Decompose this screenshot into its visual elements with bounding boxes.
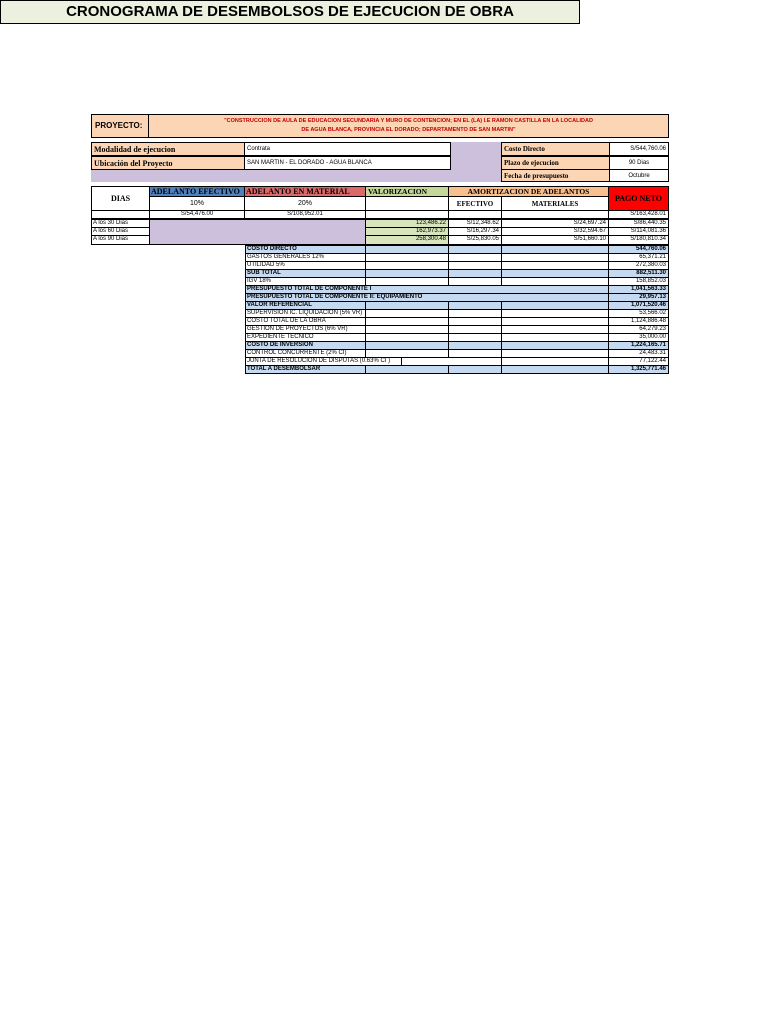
- ubicacion-label: Ubicación del Proyecto: [91, 156, 245, 170]
- summary-value: 882,511.30: [608, 270, 669, 278]
- summary-row: [245, 318, 669, 326]
- schedule-efectivo: S/25,830.05: [448, 235, 502, 245]
- summary-value: 1,041,563.33: [608, 286, 669, 294]
- adelanto-material-header: ADELANTO EN MATERIAL: [244, 186, 366, 197]
- summary-label: COSTO DE INVERSION: [245, 342, 366, 350]
- blank-cell: [365, 210, 449, 219]
- efectivo-subheader: EFECTIVO: [448, 196, 502, 211]
- pago-neto-header: PAGO NETO: [608, 186, 669, 211]
- schedule-materiales: S/32,594.67: [501, 227, 609, 236]
- pct-efectivo: 10%: [149, 196, 245, 211]
- plazo-label: Plazo de ejecucion: [501, 156, 610, 170]
- dias-header: DIAS: [91, 186, 150, 211]
- schedule-valorizacion: 162,973.37: [365, 227, 449, 236]
- schedule-valorizacion: 123,486.22: [365, 219, 449, 228]
- schedule-valorizacion: 258,300.48: [365, 235, 449, 245]
- summary-row: [245, 334, 669, 342]
- schedule-efectivo: S/16,297.34: [448, 227, 502, 236]
- proyecto-description: [148, 114, 669, 138]
- summary-label: SUPERVISION IC. LIQUIDACION (5% VR): [245, 310, 366, 318]
- summary-row: [245, 294, 669, 302]
- monto-material: S/108,952.01: [244, 210, 366, 219]
- summary-label: PRESUPUESTO TOTAL DE COMPONENTE I: [245, 286, 609, 294]
- costo-directo-label: Costo Directo: [501, 142, 610, 156]
- summary-label: COSTO DIRECTO: [245, 246, 366, 254]
- summary-label: SUB TOTAL: [245, 270, 366, 278]
- blank-cell: [91, 210, 150, 219]
- amortizacion-header: AMORTIZACION DE ADELANTOS: [448, 186, 609, 197]
- summary-row: [245, 270, 669, 278]
- pago-inicial: S/163,428.01: [608, 210, 669, 219]
- fecha-label: Fecha de presupuesto: [501, 169, 610, 182]
- schedule-dias: A los 30 Dias: [91, 219, 150, 228]
- summary-label: GASTOS GENERALES 12%: [245, 254, 366, 262]
- summary-row: [245, 350, 669, 358]
- summary-value: 29,957.13: [608, 294, 669, 302]
- proyecto-line-1: "CONSTRUCCION DE AULA DE EDUCACION SECUNDARIA Y MURO DE CONTENCION; EN EL (LA) I.E RAMON CASTILLA EN LA LOCALIDAD: [224, 118, 593, 124]
- schedule-filler: [149, 219, 366, 245]
- summary-label: PRESUPUESTO TOTAL DE COMPONENTE II: EQUIPAMIENTO: [245, 294, 609, 302]
- blank-cell: [501, 210, 609, 219]
- summary-label: VALOR REFERENCIAL: [245, 302, 366, 310]
- filler-block: [451, 142, 501, 182]
- summary-row: [245, 342, 669, 350]
- summary-value: 64,279.23: [608, 326, 669, 334]
- adelanto-efectivo-header: ADELANTO EFECTIVO: [149, 186, 245, 197]
- summary-row: [245, 366, 669, 374]
- summary-row: [245, 326, 669, 334]
- summary-row: [245, 262, 669, 270]
- summary-label: JUNTA DE RESOLUCION DE DISPUTAS (0.63% CI ): [245, 358, 402, 366]
- summary-value: 272,380.03: [608, 262, 669, 270]
- summary-row: [245, 278, 669, 286]
- summary-value: 24,483.31: [608, 350, 669, 358]
- proyecto-label: PROYECTO:: [91, 114, 149, 138]
- summary-label: COSTO TOTAL DE LA OBRA: [245, 318, 366, 326]
- summary-value: 35,000.00: [608, 334, 669, 342]
- modalidad-label: Modalidad de ejecucion: [91, 142, 245, 156]
- summary-label: EXPEDIENTE TECNICO: [245, 334, 366, 342]
- modalidad-value: Contrata: [244, 142, 451, 156]
- plazo-value: 90 Dias: [609, 156, 669, 170]
- summary-value: 158,852.03: [608, 278, 669, 286]
- materiales-subheader: MATERIALES: [501, 196, 609, 211]
- summary-value: 544,760.06: [608, 246, 669, 254]
- summary-row: [245, 286, 669, 294]
- summary-label: CONTROL CONCURRENTE (2% CI): [245, 350, 366, 358]
- summary-row: [245, 246, 669, 254]
- schedule-pago: S/114,081.36: [608, 227, 669, 236]
- summary-value: 77,122.44: [608, 358, 669, 366]
- pct-material: 20%: [244, 196, 366, 211]
- schedule-dias: A los 60 Dias: [91, 227, 150, 236]
- valorizacion-header: VALORIZACION: [365, 186, 449, 197]
- schedule-pago: S/86,440.35: [608, 219, 669, 228]
- blank-cell: [448, 210, 502, 219]
- valorizacion-subheader: [365, 196, 449, 211]
- schedule-efectivo: S/12,348.62: [448, 219, 502, 228]
- ubicacion-value: SAN MARTIN - EL DORADO - AGUA BLANCA: [244, 156, 451, 170]
- costo-directo-value: S/544,760.06: [609, 142, 669, 156]
- summary-label: TOTAL A DESEMBOLSAR: [245, 366, 366, 374]
- summary-value: 53,566.02: [608, 310, 669, 318]
- summary-row: [245, 254, 669, 262]
- schedule-dias: A los 90 Dias: [91, 235, 150, 245]
- summary-row: [245, 302, 669, 310]
- summary-row: [245, 310, 669, 318]
- summary-row: [245, 358, 669, 366]
- schedule-materiales: S/51,660.10: [501, 235, 609, 245]
- summary-value: 65,371.21: [608, 254, 669, 262]
- summary-value: 1,124,886.48: [608, 318, 669, 326]
- schedule-pago: S/180,810.34: [608, 235, 669, 245]
- page-title: CRONOGRAMA DE DESEMBOLSOS DE EJECUCION DE OBRA: [0, 0, 580, 24]
- monto-efectivo: S/54,476.00: [149, 210, 245, 219]
- summary-label: IGV 18%: [245, 278, 366, 286]
- summary-value: 1,325,771.46: [608, 366, 669, 374]
- summary-label: GESTION DE PROYECTOS (6% VR): [245, 326, 366, 334]
- schedule-materiales: S/24,697.24: [501, 219, 609, 228]
- summary-value: 1,071,520.46: [608, 302, 669, 310]
- summary-label: UTILIDAD 5%: [245, 262, 366, 270]
- summary-value: 1,224,165.71: [608, 342, 669, 350]
- filler-block: [91, 170, 451, 182]
- fecha-value: Octubre: [609, 169, 669, 182]
- proyecto-line-2: DE AGUA BLANCA, PROVINCIA EL DORADO; DEPARTAMENTO DE SAN MARTIN": [301, 127, 516, 133]
